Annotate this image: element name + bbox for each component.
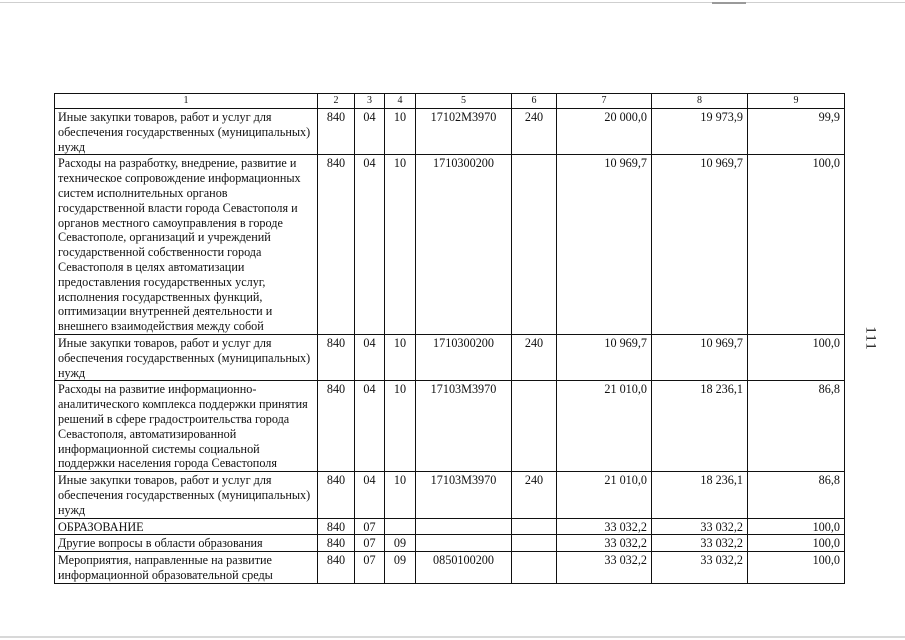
executed-amount-cell: 10 969,7 [652,334,748,380]
approved-amount-cell: 33 032,2 [557,552,652,584]
execution-percent-cell: 99,9 [748,109,845,155]
executed-amount-cell: 33 032,2 [652,518,748,535]
section-code-cell: 04 [355,109,385,155]
approved-amount-cell: 10 969,7 [557,334,652,380]
section-code-cell: 07 [355,535,385,552]
column-number-cell: 6 [512,94,557,109]
expense-name-cell: Иные закупки товаров, работ и услуг для обеспечения государственных (муниципальных) нужд [55,109,318,155]
approved-amount-cell: 21 010,0 [557,381,652,472]
expense-type-cell [512,552,557,584]
target-article-cell [416,518,512,535]
approved-amount-cell: 21 010,0 [557,472,652,518]
execution-percent-cell: 100,0 [748,334,845,380]
executed-amount-cell: 10 969,7 [652,155,748,335]
column-number-cell: 7 [557,94,652,109]
subsection-code-cell: 10 [385,155,416,335]
executed-amount-cell: 18 236,1 [652,472,748,518]
ministry-code-cell: 840 [318,109,355,155]
column-number-cell: 4 [385,94,416,109]
subsection-code-cell: 10 [385,381,416,472]
ministry-code-cell: 840 [318,472,355,518]
expense-name-cell: Другие вопросы в области образования [55,535,318,552]
section-code-cell: 04 [355,155,385,335]
table-row [55,552,845,584]
section-code-cell: 07 [355,552,385,584]
table-header-row [55,94,845,109]
executed-amount-cell: 19 973,9 [652,109,748,155]
approved-amount-cell: 33 032,2 [557,535,652,552]
executed-amount-cell: 33 032,2 [652,552,748,584]
expense-type-cell [512,535,557,552]
section-code-cell: 04 [355,381,385,472]
ministry-code-cell: 840 [318,334,355,380]
approved-amount-cell: 20 000,0 [557,109,652,155]
ministry-code-cell: 840 [318,155,355,335]
subsection-code-cell [385,518,416,535]
target-article-cell: 1710300200 [416,155,512,335]
expense-type-cell [512,381,557,472]
subsection-code-cell: 09 [385,535,416,552]
subsection-code-cell: 10 [385,334,416,380]
column-number-cell: 9 [748,94,845,109]
column-number-cell: 2 [318,94,355,109]
subsection-code-cell: 09 [385,552,416,584]
executed-amount-cell: 18 236,1 [652,381,748,472]
expense-type-cell [512,518,557,535]
column-number-cell: 5 [416,94,512,109]
expense-name-cell: Расходы на разработку, внедрение, развитие и техническое сопровождение информационных систем исполнительных органов государственной власти города Севастополя и органов местного самоуправления в городе Севастополе, организаций и учреждений государственной собственности города Севастополя в целях автоматизации предоставления государственных услуг, исполнения государственных функций, оптимизации внутренней деятельности и внешнего взаимодействия между собой [55,155,318,335]
expense-type-cell: 240 [512,472,557,518]
table-row [55,334,845,380]
scan-edge-mark [712,2,746,4]
execution-percent-cell: 86,8 [748,381,845,472]
scan-edge-top [0,2,905,3]
execution-percent-cell: 100,0 [748,155,845,335]
expense-name-cell: ОБРАЗОВАНИЕ [55,518,318,535]
column-number-cell: 1 [55,94,318,109]
subsection-code-cell: 10 [385,109,416,155]
ministry-code-cell: 840 [318,535,355,552]
ministry-code-cell: 840 [318,381,355,472]
table-row [55,381,845,472]
expense-name-cell: Мероприятия, направленные на развитие информационной образовательной среды [55,552,318,584]
table-row [55,535,845,552]
section-code-cell: 04 [355,472,385,518]
executed-amount-cell: 33 032,2 [652,535,748,552]
section-code-cell: 04 [355,334,385,380]
ministry-code-cell: 840 [318,518,355,535]
expense-type-cell: 240 [512,334,557,380]
execution-percent-cell: 86,8 [748,472,845,518]
table-row [55,472,845,518]
budget-execution-table [54,93,845,584]
expense-type-cell: 240 [512,109,557,155]
column-number-cell: 8 [652,94,748,109]
section-code-cell: 07 [355,518,385,535]
execution-percent-cell: 100,0 [748,552,845,584]
target-article-cell: 1710300200 [416,334,512,380]
expense-name-cell: Иные закупки товаров, работ и услуг для обеспечения государственных (муниципальных) нужд [55,334,318,380]
target-article-cell: 17102М3970 [416,109,512,155]
column-number-cell: 3 [355,94,385,109]
table-row [55,155,845,335]
target-article-cell [416,535,512,552]
expense-name-cell: Иные закупки товаров, работ и услуг для обеспечения государственных (муниципальных) нужд [55,472,318,518]
table-row [55,109,845,155]
approved-amount-cell: 10 969,7 [557,155,652,335]
execution-percent-cell: 100,0 [748,535,845,552]
target-article-cell: 0850100200 [416,552,512,584]
execution-percent-cell: 100,0 [748,518,845,535]
expense-type-cell [512,155,557,335]
approved-amount-cell: 33 032,2 [557,518,652,535]
expense-name-cell: Расходы на развитие информационно-аналитического комплекса поддержки принятия решений в сфере градостроительства города Севастополя, автоматизированной информационной системы социальной поддержки населения города Севастополя [55,381,318,472]
page-number: 111 [862,326,879,351]
subsection-code-cell: 10 [385,472,416,518]
ministry-code-cell: 840 [318,552,355,584]
table-row [55,518,845,535]
scan-edge-bottom [0,636,905,638]
target-article-cell: 17103М3970 [416,381,512,472]
target-article-cell: 17103М3970 [416,472,512,518]
